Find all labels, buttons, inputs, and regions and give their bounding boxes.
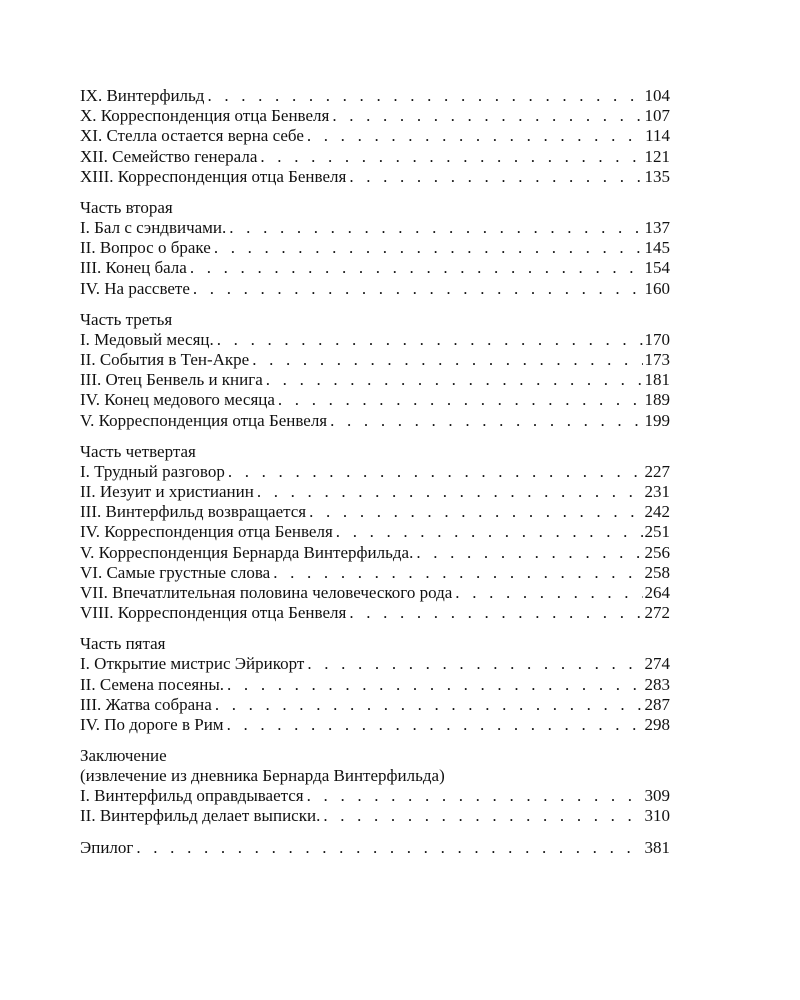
toc-entry xyxy=(80,126,670,146)
dot-leader xyxy=(190,258,643,278)
toc-entry xyxy=(80,543,670,563)
toc-entry-page: 381 xyxy=(644,837,670,857)
toc-entry-title: III. Винтерфильд возвращается xyxy=(80,502,309,522)
toc-entry xyxy=(80,370,670,390)
toc-entry-page: 298 xyxy=(644,715,670,735)
toc-entry xyxy=(80,786,670,806)
toc-entry xyxy=(80,502,670,522)
toc-entry-page: 114 xyxy=(645,126,670,146)
dot-leader xyxy=(257,482,643,502)
dot-leader xyxy=(215,695,643,715)
toc-entry-title: II. Иезуит и христианин xyxy=(80,482,257,502)
dot-leader xyxy=(227,715,643,735)
toc-entry-page: 287 xyxy=(644,694,670,714)
toc-entry-title: VI. Самые грустные слова xyxy=(80,563,273,583)
toc-section-part-five xyxy=(80,634,670,735)
toc-entry xyxy=(80,86,670,106)
dot-leader xyxy=(227,675,642,695)
toc-entry-page: 251 xyxy=(644,522,670,542)
dot-leader xyxy=(217,330,643,350)
toc-entry-title: III. Жатва собрана xyxy=(80,695,215,715)
toc-section-epilogue xyxy=(80,838,670,858)
toc-entry-title: I. Бал с сэндвичами. xyxy=(80,218,229,238)
toc-entry-title: II. Винтерфильд делает выписки. xyxy=(80,806,323,826)
toc-entry-title: IX. Винтерфильд xyxy=(80,86,207,106)
toc-entry-title: II. События в Тен-Акре xyxy=(80,350,252,370)
toc-entry-page: 274 xyxy=(644,654,670,674)
toc-entry xyxy=(80,583,670,603)
toc-entry-page: 258 xyxy=(644,562,670,582)
toc-entry-title: Эпилог xyxy=(80,838,136,858)
toc-entry xyxy=(80,167,670,187)
toc-entry xyxy=(80,411,670,431)
dot-leader xyxy=(416,543,642,563)
section-heading: Заключение xyxy=(80,746,167,766)
dot-leader xyxy=(193,279,643,299)
toc-entry xyxy=(80,258,670,278)
toc-section-part-one-continued xyxy=(80,86,670,187)
dot-leader xyxy=(252,350,642,370)
toc-entry-title: I. Медовый месяц. xyxy=(80,330,217,350)
section-heading: Часть четвертая xyxy=(80,441,196,461)
toc-entry-title: IV. На рассвете xyxy=(80,279,193,299)
toc-entry-page: 256 xyxy=(644,542,670,562)
toc-entry xyxy=(80,482,670,502)
toc-entry xyxy=(80,279,670,299)
toc-entry-title: XII. Семейство генерала xyxy=(80,147,260,167)
toc-entry-page: 283 xyxy=(644,674,670,694)
toc-entry-page: 107 xyxy=(644,106,670,126)
toc-entry xyxy=(80,390,670,410)
toc-entry-title: VIII. Корреспонденция отца Бенвеля xyxy=(80,603,349,623)
toc-entry-title: IV. По дороге в Рим xyxy=(80,715,227,735)
dot-leader xyxy=(260,147,642,167)
toc-entry-title: V. Корреспонденция отца Бенвеля xyxy=(80,411,330,431)
toc-entry xyxy=(80,462,670,482)
toc-entry xyxy=(80,106,670,126)
toc-entry xyxy=(80,603,670,623)
dot-leader xyxy=(273,563,642,583)
toc-entry-page: 231 xyxy=(644,482,670,502)
toc-entry-title: IV. Конец медового месяца xyxy=(80,390,278,410)
toc-entry-title: X. Корреспонденция отца Бенвеля xyxy=(80,106,332,126)
toc-entry xyxy=(80,715,670,735)
toc-entry-title: I. Трудный разговор xyxy=(80,462,228,482)
dot-leader xyxy=(136,838,642,858)
dot-leader xyxy=(323,806,642,826)
toc-entry xyxy=(80,675,670,695)
toc-entry-page: 121 xyxy=(644,146,670,166)
toc-section-part-three xyxy=(80,310,670,431)
toc-entry xyxy=(80,522,670,542)
toc-entry-page: 170 xyxy=(644,329,670,349)
toc-entry-page: 227 xyxy=(644,461,670,481)
dot-leader xyxy=(207,86,642,106)
toc-entry-page: 154 xyxy=(644,258,670,278)
toc-entry xyxy=(80,350,670,370)
dot-leader xyxy=(228,462,643,482)
toc-entry-page: 272 xyxy=(644,603,670,623)
dot-leader xyxy=(278,390,643,410)
section-heading: Часть пятая xyxy=(80,634,166,654)
toc-entry-title: XI. Стелла остается верна себе xyxy=(80,126,307,146)
dot-leader xyxy=(307,126,643,146)
toc-entry-page: 137 xyxy=(644,218,670,238)
dot-leader xyxy=(455,583,642,603)
toc-entry-page: 160 xyxy=(644,278,670,298)
dot-leader xyxy=(336,522,643,542)
toc-entry-title: II. Вопрос о браке xyxy=(80,238,214,258)
toc-entry-title: I. Винтерфильд оправдывается xyxy=(80,786,307,806)
section-subheading: (извлечение из дневника Бернарда Винтерфильда) xyxy=(80,766,445,786)
table-of-contents xyxy=(80,86,670,869)
toc-entry xyxy=(80,147,670,167)
toc-entry-title: II. Семена посеяны. xyxy=(80,675,227,695)
toc-entry xyxy=(80,654,670,674)
toc-entry-page: 181 xyxy=(644,370,670,390)
toc-entry-page: 264 xyxy=(644,583,670,603)
toc-section-conclusion xyxy=(80,746,670,826)
dot-leader xyxy=(349,603,642,623)
dot-leader xyxy=(214,238,643,258)
dot-leader xyxy=(229,218,642,238)
toc-section-part-four xyxy=(80,442,670,624)
dot-leader xyxy=(266,370,643,390)
section-heading: Часть вторая xyxy=(80,198,173,218)
toc-section-part-two xyxy=(80,198,670,299)
toc-entry-page: 309 xyxy=(644,786,670,806)
toc-entry-page: 189 xyxy=(644,390,670,410)
dot-leader xyxy=(307,654,642,674)
toc-entry xyxy=(80,838,670,858)
dot-leader xyxy=(332,106,642,126)
toc-entry-page: 173 xyxy=(644,350,670,370)
section-heading: Часть третья xyxy=(80,309,173,329)
toc-entry xyxy=(80,330,670,350)
toc-entry xyxy=(80,238,670,258)
toc-entry xyxy=(80,563,670,583)
toc-entry-title: III. Конец бала xyxy=(80,258,190,278)
toc-entry-page: 104 xyxy=(644,86,670,105)
toc-entry-title: I. Открытие мистрис Эйрикорт xyxy=(80,654,307,674)
dot-leader xyxy=(349,167,642,187)
toc-entry-page: 145 xyxy=(644,238,670,258)
toc-entry xyxy=(80,218,670,238)
toc-entry-page: 242 xyxy=(644,502,670,522)
toc-entry-page: 310 xyxy=(644,806,670,826)
dot-leader xyxy=(307,786,643,806)
toc-entry-title: XIII. Корреспонденция отца Бенвеля xyxy=(80,167,349,187)
toc-entry-title: IV. Корреспонденция отца Бенвеля xyxy=(80,522,336,542)
toc-entry-title: V. Корреспонденция Бернарда Винтерфильда. xyxy=(80,543,416,563)
toc-entry xyxy=(80,695,670,715)
toc-entry xyxy=(80,806,670,826)
toc-entry-title: III. Отец Бенвель и книга xyxy=(80,370,266,390)
toc-entry-page: 199 xyxy=(644,410,670,430)
dot-leader xyxy=(330,411,642,431)
toc-entry-title: VII. Впечатлительная половина человеческого рода xyxy=(80,583,455,603)
toc-entry-page: 135 xyxy=(644,166,670,186)
dot-leader xyxy=(309,502,642,522)
